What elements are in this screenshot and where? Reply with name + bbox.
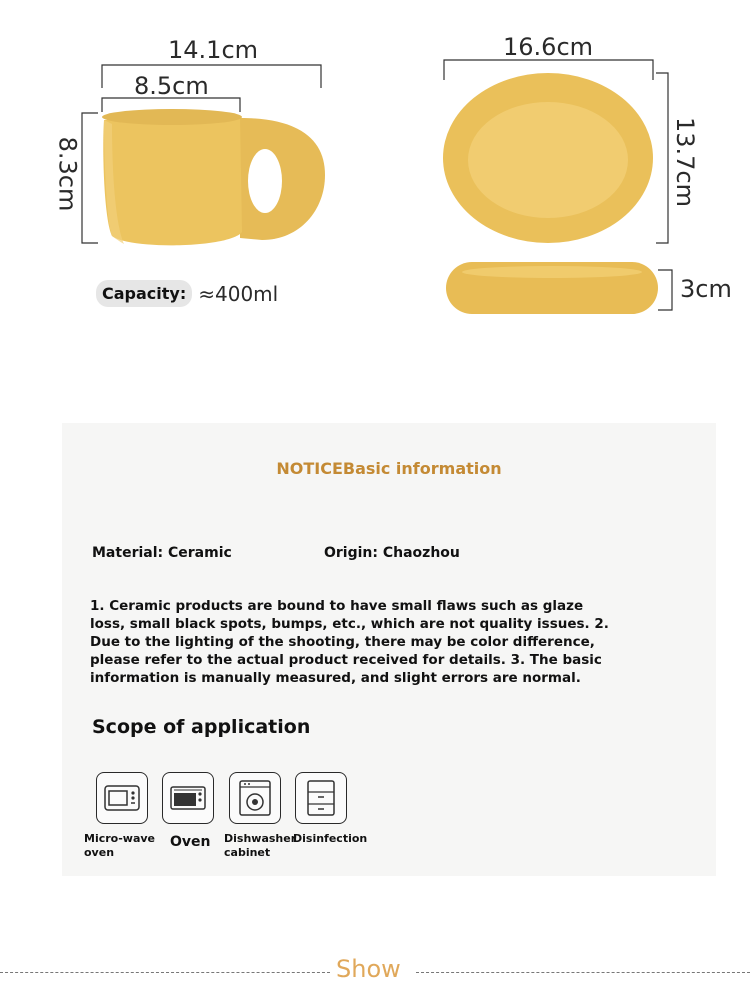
plate-depth-label: 13.7cm bbox=[671, 116, 700, 208]
scope-title: Scope of application bbox=[92, 716, 311, 738]
oven-icon bbox=[162, 772, 214, 824]
panel-title: NOTICEBasic information bbox=[276, 459, 502, 478]
plate-height-label: 3cm bbox=[680, 275, 732, 303]
notice-text: 1. Ceramic products are bound to have small flaws such as glaze loss, small black spots, bumps, etc., which are not quality issues. 2. Due to the lighting of the shooting, there may be color difference, please refer to the actual product received for details. 3. The basic information is manually measured, and slight errors are normal. bbox=[90, 598, 609, 686]
plate-side-image bbox=[446, 262, 658, 314]
dishwasher-icon bbox=[229, 772, 281, 824]
mug-cup-width-label: 8.5cm bbox=[134, 72, 209, 100]
capacity-row bbox=[96, 280, 278, 307]
material-text: Material: Ceramic bbox=[92, 545, 232, 561]
microwave-icon bbox=[96, 772, 148, 824]
mug-image bbox=[102, 109, 325, 245]
show-divider bbox=[0, 955, 750, 983]
origin-text: Origin: Chaozhou bbox=[324, 545, 460, 561]
mug-height-label: 8.3cm bbox=[53, 136, 82, 212]
dishwasher-label: Dishwasher cabinet bbox=[224, 832, 297, 859]
disinfection-label: Disinfection bbox=[293, 832, 368, 845]
divider-line-left bbox=[0, 972, 330, 973]
plate-width-label: 16.6cm bbox=[503, 33, 594, 61]
oven-label: Oven bbox=[170, 834, 211, 850]
show-label: Show bbox=[336, 955, 401, 983]
microwave-label: Micro-wave oven bbox=[84, 832, 156, 859]
disinfection-cabinet-icon bbox=[295, 772, 347, 824]
divider-line-right bbox=[416, 972, 750, 973]
capacity-label: Capacity: bbox=[96, 280, 192, 307]
plate-top-image bbox=[443, 73, 653, 243]
info-panel bbox=[62, 423, 716, 876]
mug-total-width-label: 14.1cm bbox=[168, 36, 259, 64]
capacity-value: ≈400ml bbox=[198, 281, 279, 306]
